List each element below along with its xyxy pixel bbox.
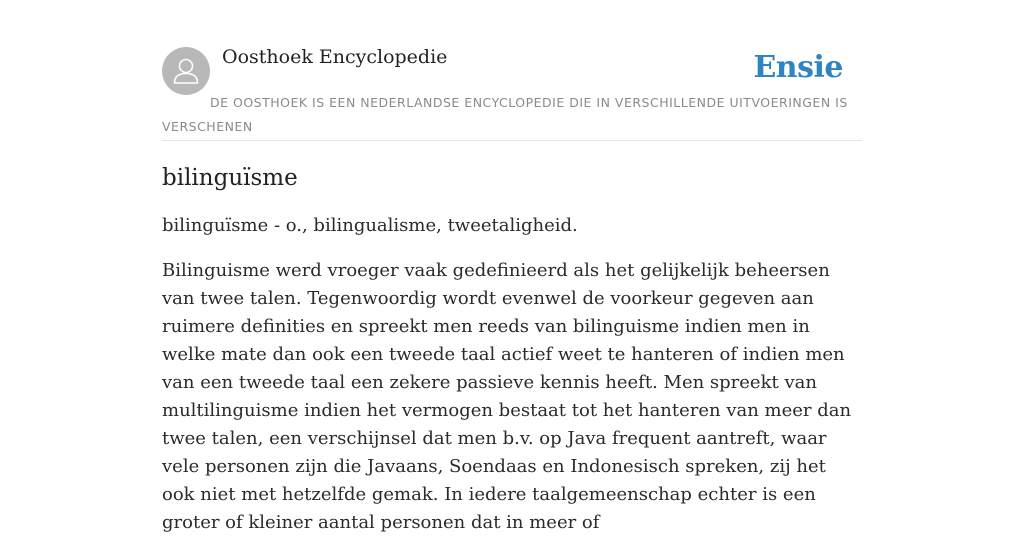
source-description: DE OOSTHOEK IS EEN NEDERLANDSE ENCYCLOPEDIE DIE IN VERSCHILLENDE UITVOERINGEN IS VERSCHENEN (162, 95, 848, 134)
brand-logo[interactable]: Ensie (753, 50, 843, 85)
source-title[interactable]: Oosthoek Encyclopedie (222, 46, 448, 68)
source-header (162, 44, 862, 141)
user-icon (162, 47, 210, 95)
article (162, 160, 862, 537)
term-definition: bilinguïsme - o., bilingualisme, tweetaligheid. (162, 215, 578, 236)
article-body: Bilinguisme werd vroeger vaak gedefinieerd als het gelijkelijk beheersen van twee talen. Tegenwoordig wordt evenwel de voorkeur gegeven aan ruimere definities en spreekt men reeds van bilinguisme indien men in welke mate dan ook een tweede taal actief weet te hanteren of indien men van een tweede taal een zekere passieve kennis heeft. Men spreekt van multilinguisme indien het vermogen bestaat tot het hanteren van meer dan twee talen, een verschijnsel dat men b.v. op Java frequent aantreft, waar vele personen zijn die Javaans, Soendaas en Indonesisch spreken, zij het ook niet met hetzelfde gemak. In iedere taalgemeenschap echter is een groter of kleiner aantal personen dat in meer of (162, 260, 852, 533)
source-avatar[interactable] (162, 47, 210, 95)
term-title: bilinguïsme (162, 165, 298, 191)
